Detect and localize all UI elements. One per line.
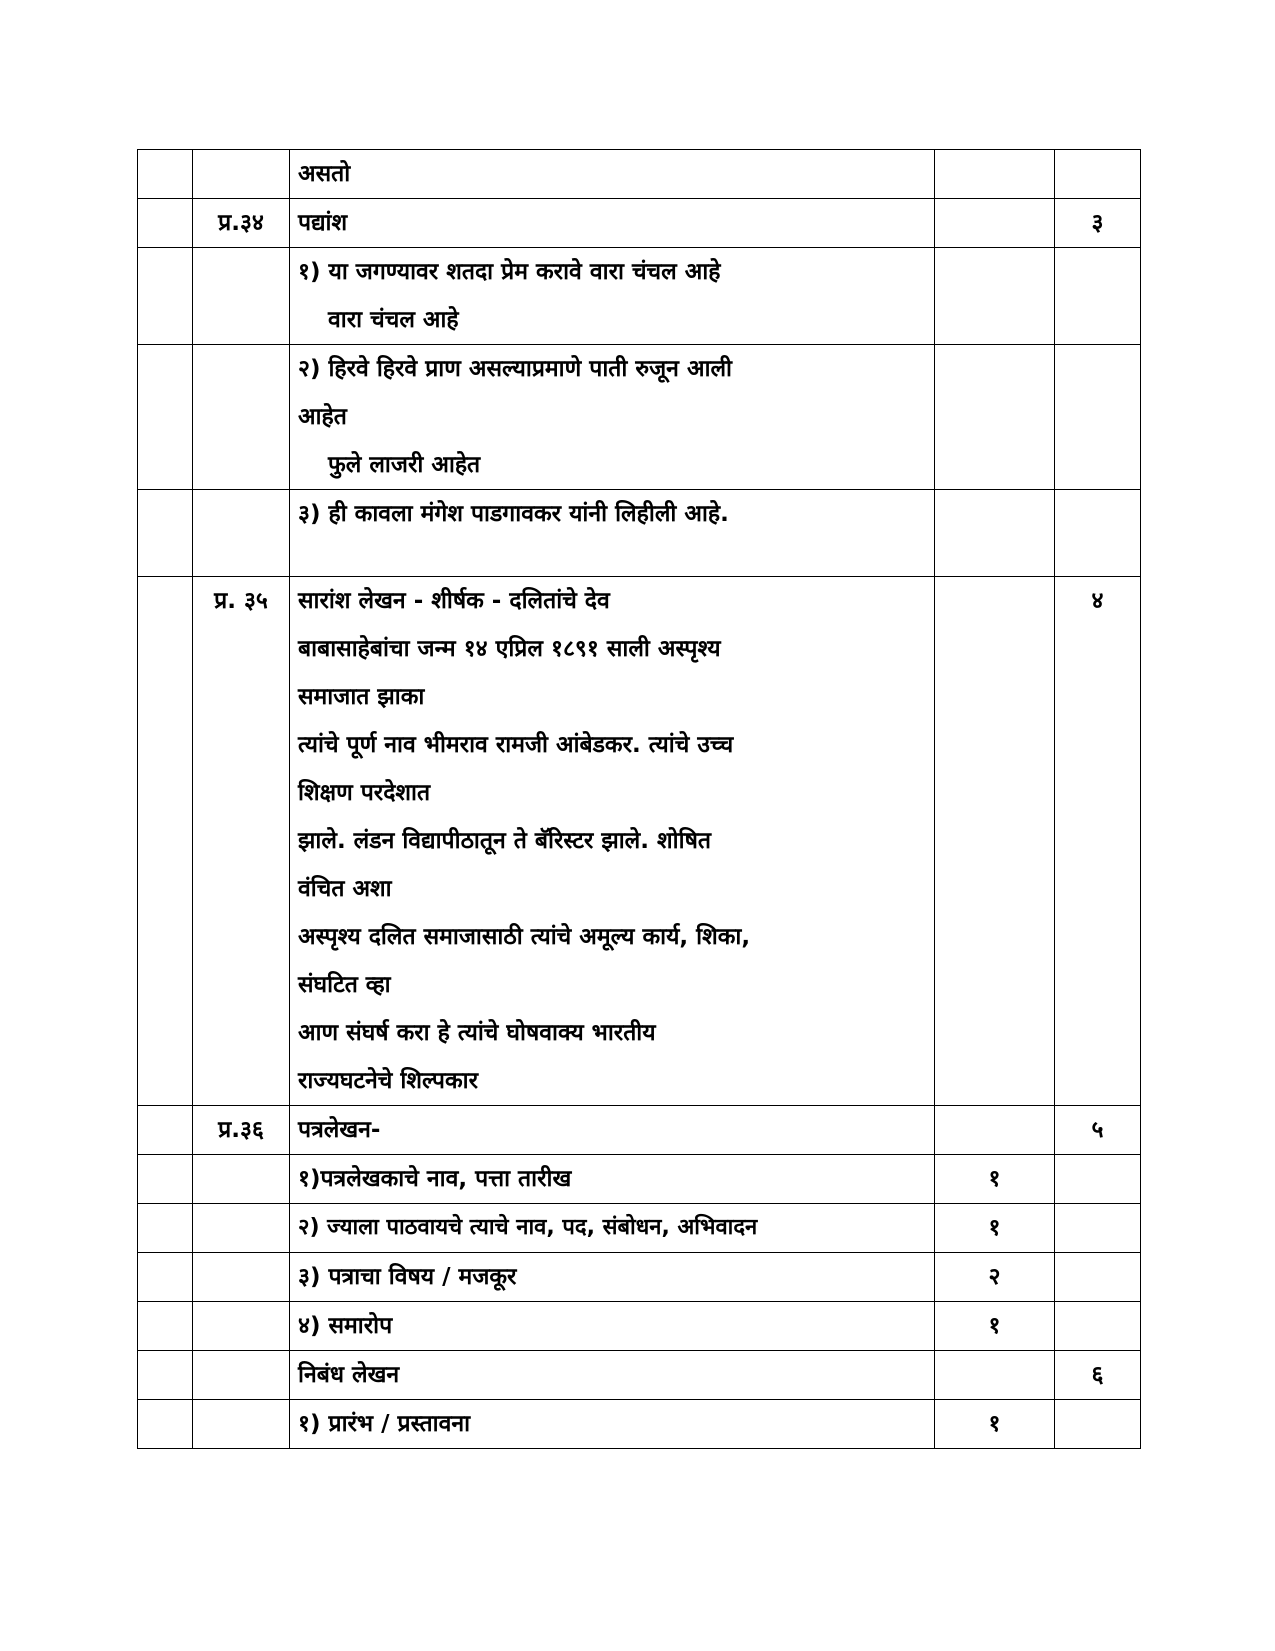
- sub-marks: [935, 345, 1055, 490]
- question-number: [193, 1351, 290, 1400]
- question-number: [193, 1253, 290, 1302]
- answer-text: [290, 1351, 935, 1400]
- sub-marks: १: [935, 1400, 1055, 1449]
- table-row: [138, 1155, 1141, 1204]
- serial-cell: [138, 248, 193, 345]
- total-marks: [1055, 1204, 1141, 1253]
- table-row: [138, 345, 1141, 490]
- question-number: प्र.३४: [193, 199, 290, 248]
- answer-text: [290, 1302, 935, 1351]
- sub-marks: [935, 1351, 1055, 1400]
- serial-cell: [138, 577, 193, 1106]
- serial-cell: [138, 1400, 193, 1449]
- table-row: [138, 577, 1141, 1106]
- sub-marks: [935, 1106, 1055, 1155]
- answer-text: [290, 1204, 935, 1253]
- question-number: [193, 345, 290, 490]
- answer-line: निबंध लेखन: [298, 1362, 400, 1388]
- serial-cell: [138, 1204, 193, 1253]
- answer-line: त्यांचे पूर्ण नाव भीमराव रामजी आंबेडकर. त्यांचे उच्च: [298, 732, 734, 758]
- answer-line: पत्रलेखन-: [298, 1117, 381, 1143]
- answer-line: संघटित व्हा: [298, 972, 391, 998]
- sub-marks: [935, 199, 1055, 248]
- question-number: [193, 1302, 290, 1351]
- total-marks: ३: [1055, 199, 1141, 248]
- total-marks: [1055, 248, 1141, 345]
- table-row: [138, 1302, 1141, 1351]
- answer-line: अस्पृश्य दलित समाजासाठी त्यांचे अमूल्य कार्य, शिका,: [298, 924, 751, 950]
- answer-text: [290, 1106, 935, 1155]
- answer-text: [290, 150, 935, 199]
- answer-line: १) प्रारंभ / प्रस्तावना: [298, 1411, 471, 1437]
- table-row: [138, 490, 1141, 577]
- answer-text: [290, 199, 935, 248]
- question-number: [193, 1204, 290, 1253]
- answer-line: आहेत: [298, 404, 347, 430]
- answer-text: [290, 490, 935, 577]
- answer-text: [290, 1155, 935, 1204]
- sub-marks: [935, 150, 1055, 199]
- answer-text: [290, 248, 935, 345]
- blank-space: [298, 538, 934, 576]
- total-marks: [1055, 1400, 1141, 1449]
- answer-text: [290, 1253, 935, 1302]
- answer-line: राज्यघटनेचे शिल्पकार: [298, 1068, 478, 1094]
- answer-line: ३) पत्राचा विषय / मजकूर: [298, 1264, 517, 1290]
- total-marks: ४: [1055, 577, 1141, 1106]
- serial-cell: [138, 150, 193, 199]
- table-row: [138, 248, 1141, 345]
- total-marks: [1055, 150, 1141, 199]
- answer-line: समाजात झाका: [298, 684, 425, 710]
- answer-line: बाबासाहेबांचा जन्म १४ एप्रिल १८९१ साली अस्पृश्य: [298, 636, 721, 662]
- answer-line: असतो: [298, 161, 351, 187]
- answer-text: [290, 577, 935, 1106]
- table-row: [138, 1204, 1141, 1253]
- answer-line: फुले लाजरी आहेत: [328, 452, 481, 478]
- serial-cell: [138, 1155, 193, 1204]
- total-marks: ६: [1055, 1351, 1141, 1400]
- sub-marks: [935, 490, 1055, 577]
- serial-cell: [138, 1106, 193, 1155]
- answer-key-table: [137, 149, 1141, 1449]
- answer-line: पद्यांश: [298, 210, 348, 236]
- table-row: [138, 1106, 1141, 1155]
- answer-line: १)पत्रलेखकाचे नाव, पत्ता तारीख: [298, 1166, 572, 1192]
- question-number: [193, 150, 290, 199]
- answer-text: [290, 1400, 935, 1449]
- question-number: प्र.३६: [193, 1106, 290, 1155]
- answer-line: शिक्षण परदेशात: [298, 780, 431, 806]
- total-marks: [1055, 1302, 1141, 1351]
- total-marks: [1055, 1253, 1141, 1302]
- answer-line: वंचित अशा: [298, 876, 392, 902]
- total-marks: [1055, 1155, 1141, 1204]
- answer-line: सारांश लेखन - शीर्षक - दलितांचे देव: [298, 588, 610, 614]
- sub-marks: [935, 577, 1055, 1106]
- answer-line: झाले. लंडन विद्यापीठातून ते बॅरिस्टर झाले. शोषित: [298, 828, 711, 854]
- table-row: [138, 199, 1141, 248]
- total-marks: ५: [1055, 1106, 1141, 1155]
- answer-line: आण संघर्ष करा हे त्यांचे घोषवाक्य भारतीय: [298, 1020, 656, 1046]
- answer-line: २) ज्याला पाठवायचे त्याचे नाव, पद, संबोधन, अभिवादन: [298, 1215, 758, 1240]
- question-number: [193, 1155, 290, 1204]
- sub-marks: १: [935, 1155, 1055, 1204]
- table-row: [138, 1400, 1141, 1449]
- table-row: [138, 1253, 1141, 1302]
- total-marks: [1055, 490, 1141, 577]
- serial-cell: [138, 199, 193, 248]
- serial-cell: [138, 1302, 193, 1351]
- sub-marks: १: [935, 1302, 1055, 1351]
- sub-marks: १: [935, 1204, 1055, 1253]
- table-row: [138, 150, 1141, 199]
- question-number: [193, 248, 290, 345]
- answer-line: वारा चंचल आहे: [328, 307, 459, 333]
- answer-line: १) या जगण्यावर शतदा प्रेम करावे वारा चंचल आहे: [298, 259, 721, 285]
- sub-marks: [935, 248, 1055, 345]
- answer-line: २) हिरवे हिरवे प्राण असल्याप्रमाणे पाती रुजून आली: [298, 356, 733, 382]
- serial-cell: [138, 345, 193, 490]
- question-number: [193, 490, 290, 577]
- sub-marks: २: [935, 1253, 1055, 1302]
- answer-line: ४) समारोप: [298, 1313, 393, 1339]
- table-row: [138, 1351, 1141, 1400]
- serial-cell: [138, 490, 193, 577]
- question-number: [193, 1400, 290, 1449]
- serial-cell: [138, 1351, 193, 1400]
- question-number: प्र. ३५: [193, 577, 290, 1106]
- answer-text: [290, 345, 935, 490]
- total-marks: [1055, 345, 1141, 490]
- serial-cell: [138, 1253, 193, 1302]
- answer-line: ३) ही कावला मंगेश पाडगावकर यांनी लिहीली आहे.: [298, 501, 729, 527]
